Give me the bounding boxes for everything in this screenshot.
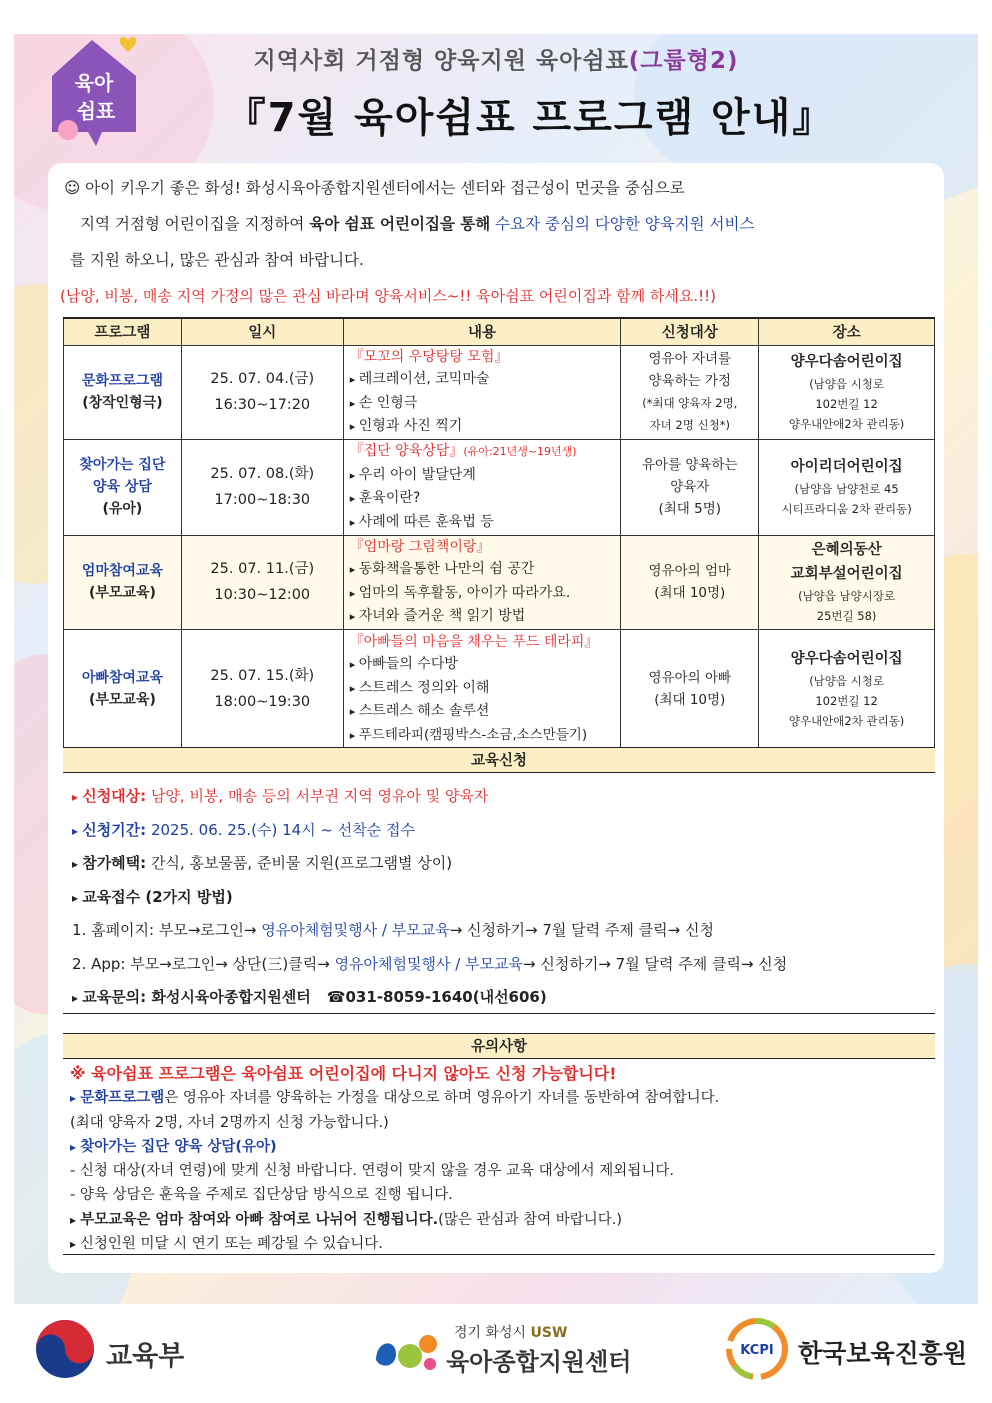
program-date: 25. 07. 11.(금): [210, 561, 315, 577]
taegeuk-icon: [34, 1318, 96, 1380]
subtitle: [0, 42, 992, 75]
center-name: 육아종합지원센터: [446, 1348, 632, 1376]
apply-method-label: ▸ 교육접수 (2가지 방법): [72, 888, 233, 906]
content-item: ▸ 레크레이션, 코믹마술: [350, 368, 621, 392]
content-cell: [343, 535, 621, 629]
content-cell: [343, 439, 621, 535]
place-address: 양우내안애2차 관리동): [788, 713, 905, 728]
note-line: [70, 1086, 936, 1110]
footer: [0, 1310, 992, 1390]
content-item: ▸ 스트레스 해소 솔루션: [350, 700, 621, 724]
target-line: 양육하는 가정: [648, 373, 732, 389]
place-address: (남양읍 남양시장로: [798, 589, 896, 603]
kcpi-icon: [724, 1316, 790, 1382]
menu-path-link[interactable]: 영유아체험및행사 / 부모교육: [261, 921, 450, 939]
place-address: 시티프라디움 2차 관리동): [781, 502, 912, 516]
apply-method: [72, 881, 932, 915]
content-item: ▸ 훈육이란?: [350, 487, 621, 511]
place-name: 아이리더어린이집: [790, 459, 903, 475]
note-line: - 양육 상담은 훈육을 주제로 집단상담 방식으로 진행 됩니다.: [70, 1187, 453, 1204]
table-row: [64, 345, 935, 439]
note-highlight: ▸ 문화프로그램: [70, 1090, 164, 1106]
place-address: (남양읍 남양천로 45: [794, 482, 899, 496]
content-cell: [343, 629, 621, 749]
apply-period-value: 2025. 06. 25.(수) 14시 ~ 선착순 접수: [146, 820, 415, 839]
center-city: 경기 화성시: [454, 1325, 527, 1341]
program-time: 18:00~19:30: [214, 693, 311, 710]
target-line: (최대 10명): [654, 585, 726, 601]
kcpi-logo: [724, 1316, 968, 1382]
content-item: ▸ 우리 아이 발달단계: [350, 464, 621, 488]
program-time: 17:00~18:30: [214, 492, 311, 508]
note-line: [70, 1135, 936, 1159]
place-address: 102번길 12: [815, 397, 878, 411]
place-name: 양우다솜어린이집: [790, 354, 903, 370]
content-item: ▸ 엄마의 독후활동, 아이가 따라가요.: [350, 582, 621, 606]
center-logo-icon: [370, 1320, 444, 1382]
place-name: 은혜의동산: [811, 542, 882, 558]
svg-text:쉼표: 쉼표: [76, 99, 116, 123]
method-text: 1. 홈페이지: 부모→로그인→: [72, 921, 262, 939]
program-name-cell: [64, 629, 182, 749]
note-line: [70, 1208, 936, 1232]
apply-contact: [72, 981, 932, 1015]
program-name: 엄마참여교육: [81, 563, 163, 579]
note-text: ▸ 신청인원 미달 시 연기 또는 폐강될 수 있습니다.: [70, 1236, 383, 1252]
content-item: ▸ 푸드테라피(캠핑박스-소금,소스만들기): [350, 724, 621, 748]
content-item: ▸ 스트레스 정의와 이해: [350, 677, 621, 701]
program-name-cell: [64, 345, 182, 439]
place-cell: [759, 345, 935, 439]
note-text: (많은 관심과 참여 바랍니다.): [438, 1211, 622, 1228]
note-line: (최대 양육자 2명, 자녀 2명까지 신청 가능합니다.): [70, 1114, 389, 1131]
col-header-datetime: 일시: [181, 318, 343, 345]
content-title: 『모꼬의 우당탕탕 모험』: [349, 348, 509, 365]
col-header-place: 장소: [759, 318, 935, 345]
program-time: 10:30~12:00: [214, 587, 311, 603]
content-title: 『엄마랑 그림책이랑』: [349, 538, 491, 555]
place-cell: [759, 629, 935, 749]
place-cell: [759, 439, 935, 535]
place-address: 양우내안애2차 관리동): [788, 417, 905, 431]
target-line: (최대 5명): [658, 501, 722, 517]
datetime-cell: [181, 535, 343, 629]
place-cell: [759, 535, 935, 629]
program-type: (부모교육): [88, 691, 156, 708]
target-line: (*최대 양육자 2명,: [642, 396, 738, 410]
intro-text: [60, 170, 940, 314]
svg-text:육아: 육아: [74, 71, 114, 95]
method-text: → 신청하기→ 7월 달력 주제 클릭→ 신청: [449, 921, 714, 939]
col-header-content: 내용: [343, 318, 621, 345]
place-address: (남양읍 시청로: [809, 377, 884, 391]
content-title: 『집단 양육상담』: [349, 443, 464, 459]
program-name-cell: [64, 439, 182, 535]
note-highlight: ▸ 부모교육은 엄마 참여와 아빠 참여로 나뉘어 진행됩니다.: [70, 1212, 438, 1228]
content-title: 『아빠들의 마음을 채우는 푸드 테라피』: [349, 633, 599, 650]
program-name: 양육 상담: [92, 479, 152, 495]
table-row: [64, 629, 935, 749]
apply-benefit-label: ▸ 참가혜택:: [72, 854, 146, 872]
content-item: ▸ 손 인형극: [350, 392, 621, 416]
table-header-row: [64, 318, 935, 345]
target-cell: [621, 345, 759, 439]
apply-method-homepage: [72, 914, 932, 948]
method-text: → 신청하기→ 7월 달력 주제 클릭→ 신청: [523, 954, 788, 973]
target-line: (최대 10명): [654, 691, 726, 708]
datetime-cell: [181, 345, 343, 439]
apply-target-label: ▸ 신청대상:: [72, 787, 146, 805]
usw-mark: USW: [530, 1325, 568, 1341]
program-type: (창작인형극): [82, 395, 163, 411]
apply-benefit: [72, 847, 932, 881]
note-text: 은 영유아 자녀를 양육하는 가정을 대상으로 하며 영유아기 자녀를 동반하여 참여합니다.: [164, 1090, 720, 1107]
target-cell: [621, 439, 759, 535]
intro-line-4: (남양, 비봉, 매송 지역 가정의 많은 관심 바라며 양육서비스~!! 육아쉼표 어린이집과 함께 하세요.!!): [60, 287, 716, 305]
table-row: [64, 535, 935, 629]
intro-bold-part: 육아 쉼표 어린이집을 통해: [309, 215, 491, 233]
target-line: 영유아의 아빠: [648, 669, 732, 686]
program-table: [63, 317, 935, 750]
target-line: 양육자: [670, 479, 710, 495]
center-subtitle: [454, 1322, 567, 1342]
intro-line-2: [60, 206, 940, 242]
datetime-cell: [181, 629, 343, 749]
note-line: - 신청 대상(자녀 연령)에 맞게 신청 바랍니다. 연령이 맞지 않을 경우 교육 대상에서 제외됩니다.: [70, 1163, 674, 1180]
moe-name: 교육부: [106, 1341, 185, 1372]
childcare-center-logo: [370, 1320, 630, 1382]
page-title: 『7월 육아쉼표 프로그램 안내』: [225, 95, 835, 141]
content-item: ▸ 아빠들의 수다방: [350, 653, 621, 677]
content-item: ▸ 동화책을통한 나만의 쉼 공간: [350, 558, 621, 582]
apply-period-label: ▸ 신청기간:: [72, 821, 146, 839]
content-item: ▸ 자녀와 즐거운 책 읽기 방법: [350, 605, 621, 629]
apply-target: [72, 780, 932, 814]
table-row: [64, 439, 935, 535]
apply-benefit-value: 간식, 홍보물품, 준비물 지원(프로그램별 상이): [146, 854, 453, 872]
contact-phone[interactable]: ☎031-8059-1640(내선606): [326, 988, 547, 1006]
kcpi-name: 한국보육진흥원: [798, 1339, 968, 1368]
program-name: 찾아가는 집단: [79, 457, 166, 473]
program-time: 16:30~17:20: [214, 397, 311, 413]
subtitle-group: (그룹형2): [628, 48, 739, 74]
program-date: 25. 07. 08.(화): [210, 466, 315, 482]
program-name-cell: [64, 535, 182, 629]
apply-target-value: 남양, 비봉, 매송 등의 서부권 지역 영유아 및 양육자: [146, 787, 489, 805]
program-type: (부모교육): [88, 585, 156, 601]
intro-line-3: 를 지원 하오니, 많은 관심과 참여 바랍니다.: [70, 251, 364, 269]
program-name: 문화프로그램: [81, 373, 163, 389]
place-address: 102번길 12: [815, 693, 878, 708]
content-note: (유아:21년생~19년생): [463, 445, 577, 458]
apply-heading: 교육신청: [63, 747, 935, 773]
divider: [63, 1254, 935, 1255]
target-cell: [621, 535, 759, 629]
col-header-program: 프로그램: [64, 318, 182, 345]
subtitle-main: 지역사회 거점형 양육지원 육아쉼표: [253, 48, 629, 74]
svg-text:KCPI: KCPI: [740, 1343, 774, 1358]
apply-period: [72, 814, 932, 848]
content-item: ▸ 인형과 사진 찍기: [350, 415, 621, 439]
intro-text-part: 지역 거점형 어린이집을 지정하여: [80, 215, 310, 233]
place-address: (남양읍 시청로: [809, 673, 884, 688]
place-address: 25번길 58): [816, 609, 877, 623]
intro-line-1: ☺ 아이 키우기 좋은 화성! 화성시육아종합지원센터에서는 센터와 접근성이 먼곳을 중심으로: [64, 179, 685, 197]
content-cell: [343, 345, 621, 439]
target-line: 영유아의 엄마: [648, 563, 732, 579]
apply-section: [72, 780, 932, 1015]
col-header-target: 신청대상: [621, 318, 759, 345]
program-date: 25. 07. 15.(화): [210, 667, 315, 684]
note-line: [70, 1232, 936, 1256]
program-name: 아빠참여교육: [81, 669, 163, 686]
note-line: ※ 육아쉼표 프로그램은 육아쉼표 어린이집에 다니지 않아도 신청 가능합니다!: [70, 1064, 617, 1083]
moe-logo: [34, 1318, 185, 1384]
datetime-cell: [181, 439, 343, 535]
place-name: 교회부설어린이집: [790, 566, 903, 582]
method-text: 2. App: 부모→로그인→ 상단(三)클릭→: [72, 954, 335, 973]
intro-blue-part: 수요자 중심의 다양한 양육지원 서비스: [490, 215, 755, 233]
target-line: 영유아 자녀를: [648, 351, 732, 367]
target-line: 유아를 양육하는: [641, 457, 738, 473]
notes-heading: 유의사항: [63, 1033, 935, 1059]
program-date: 25. 07. 04.(금): [210, 371, 315, 387]
divider: [63, 1013, 935, 1014]
contact-label: ▸ 교육문의: 화성시육아종합지원센터: [72, 988, 311, 1006]
content-item: ▸ 사례에 따른 훈육법 등: [350, 511, 621, 535]
place-name: 양우다솜어린이집: [790, 650, 903, 667]
target-line: 자녀 2명 신청*): [649, 418, 730, 432]
target-cell: [621, 629, 759, 749]
apply-method-app: [72, 948, 932, 982]
note-highlight: ▸ 찾아가는 집단 양육 상담(유아): [70, 1139, 277, 1155]
program-type: (유아): [102, 501, 143, 517]
menu-path-link[interactable]: 영유아체험및행사 / 부모교육: [334, 954, 524, 973]
notes-section: [70, 1062, 936, 1256]
